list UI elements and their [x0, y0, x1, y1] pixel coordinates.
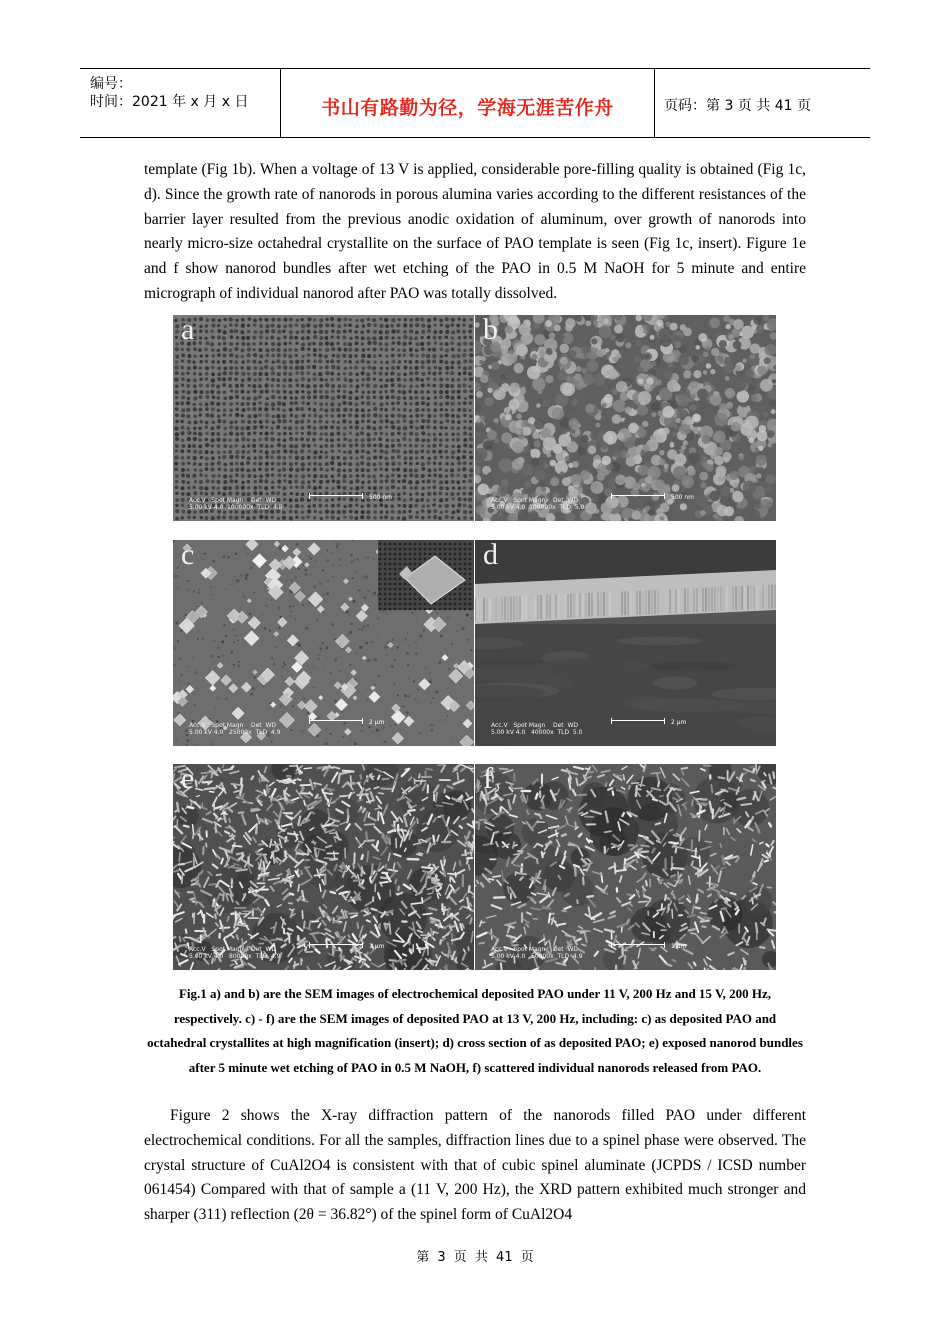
- sem-image-f: [475, 764, 776, 970]
- panel-label-c: c: [181, 540, 195, 571]
- body-paragraph-1: template (Fig 1b). When a voltage of 13 V is applied, considerable pore-filling quality is obtained (Fig 1c, d). Since the growth rate of nanorods in porous alumina varies according to the different resistances of the barrier layer resulted from the previous anodic oxidation of aluminum, over growth of nanorods into nearly micro-size octahedral crystallite on the surface of PAO template is seen (Fig 1c, insert). Figure 1e and f show nanorod bundles after wet etching of the PAO in 0.5 M NaOH for 5 minute and entire micrograph of individual nanorod after PAO was totally dissolved.: [144, 161, 806, 302]
- time-label: 时间：2021 年 x 月 x 日: [90, 94, 249, 110]
- figure-caption: Fig.1 a) and b) are the SEM images of electrochemical deposited PAO under 11 V, 200 Hz and 15 V, 200 Hz, respectively. c) - f) are the SEM images of deposited PAO at 13 V, 200 Hz, including: c) as deposited PAO and octahedral crystallites at high magnification (insert); d) cross section of as deposited PAO; e) exposed nanorod bundles after 5 minute wet etching of PAO in 0.5 M NaOH, f) scattered individual nanorods released from PAO.: [147, 986, 803, 1075]
- sem-metadata-e: Acc.V Spot Magn Det WD 5.00 kV 4.0 80000x TLD 4.9: [189, 946, 281, 960]
- sem-panel-f: [475, 764, 776, 970]
- header-motto: 书山有路勤为径，学海无涯苦作舟: [321, 97, 614, 119]
- sem-metadata-d: Acc.V Spot Magn Det WD 5.00 kV 4.0 40000x TLD 5.0: [491, 722, 583, 736]
- scale-bar-c: [309, 718, 363, 724]
- scale-label-c: 2 μm: [369, 719, 385, 726]
- scale-bar-a: [309, 493, 363, 499]
- header-right-cell: [654, 69, 870, 137]
- sem-image-a: [173, 315, 474, 521]
- sem-panel-a: [173, 315, 474, 521]
- sem-panel-d: [475, 540, 776, 746]
- scale-label-d: 2 μm: [671, 719, 687, 726]
- panel-label-b: b: [483, 315, 498, 346]
- panel-label-f: f: [483, 764, 493, 795]
- header-left-cell: [80, 69, 280, 137]
- number-label: 编号：: [90, 76, 132, 92]
- sem-metadata-a: Acc.V Spot Magn Det WD 5.00 kV 4.0 100000x TLD 4.8: [189, 497, 283, 511]
- scale-label-a: 500 nm: [369, 494, 393, 501]
- scale-bar-b: [611, 493, 665, 499]
- panel-label-e: e: [181, 764, 195, 795]
- sem-panel-c: [173, 540, 474, 746]
- scale-bar-d: [611, 718, 665, 724]
- sem-metadata-f: Acc.V Spot Magn Det WD 5.00 kV 4.0 50000x TLD 4.9: [491, 946, 583, 960]
- scale-label-b: 500 nm: [671, 494, 695, 501]
- sem-image-e: [173, 764, 474, 970]
- header-page-info: 页码：第 3 页 共 41 页: [664, 98, 811, 114]
- scale-bar-e: [309, 942, 363, 948]
- page-header: [80, 68, 870, 138]
- sem-image-b: [475, 315, 776, 521]
- sem-panel-b: [475, 315, 776, 521]
- sem-image-c: [173, 540, 474, 746]
- sem-panel-e: [173, 764, 474, 970]
- scale-bar-f: [611, 942, 665, 948]
- header-mid-cell: [280, 69, 655, 137]
- panel-label-a: a: [181, 315, 195, 346]
- scale-label-f: 1 μm: [671, 943, 687, 950]
- sem-metadata-c: Acc.V Spot Magn Det WD 5.00 kV 4.0 25000x TLD 4.9: [189, 722, 281, 736]
- panel-label-d: d: [483, 540, 498, 571]
- figure-1: [173, 315, 777, 971]
- scale-label-e: 1 μm: [369, 943, 385, 950]
- body-paragraph-2: Figure 2 shows the X-ray diffraction pattern of the nanorods filled PAO under different electrochemical conditions. For all the samples, diffraction lines due to a spinel phase were observed. The crystal structure of CuAl2O4 is consistent with that of cubic spinel aluminate (JCPDS / ICSD number 061454) Compared with that of sample a (11 V, 200 Hz), the XRD pattern exhibited much stronger and sharper (311) reflection (2θ = 36.82°) of the spinel form of CuAl2O4: [144, 1107, 806, 1224]
- sem-image-d: [475, 540, 776, 746]
- sem-metadata-b: Acc.V Spot Magn Det WD 5.00 kV 4.0 100000x TLD 5.0: [491, 497, 585, 511]
- page-footer: 第 3 页 共 41 页: [416, 1250, 534, 1265]
